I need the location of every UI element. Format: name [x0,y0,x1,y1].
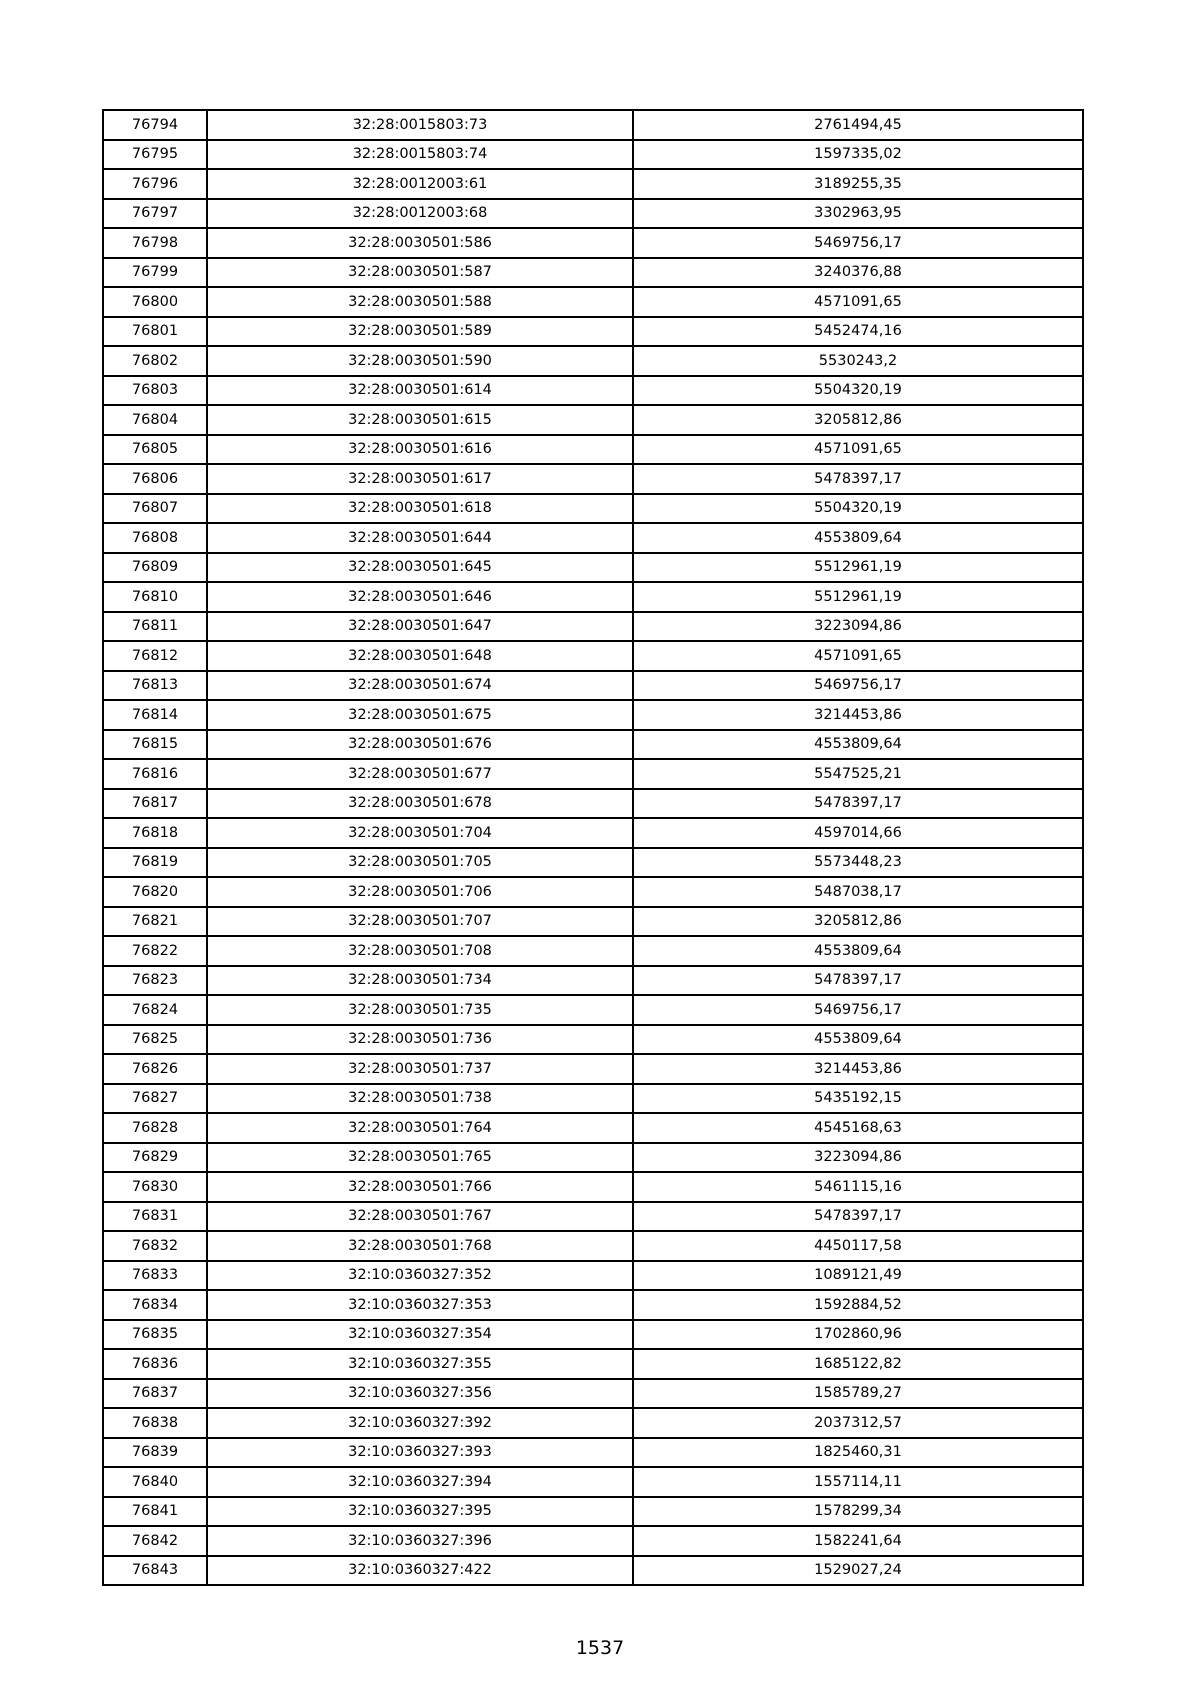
cadastral-number-cell: 32:10:0360327:392 [207,1408,633,1438]
value-cell: 2761494,45 [633,110,1083,140]
cadastral-number-cell: 32:28:0030501:675 [207,700,633,730]
table-row [103,1202,1083,1232]
cadastral-number-cell: 32:28:0030501:647 [207,612,633,642]
cadastral-number-cell: 32:28:0030501:617 [207,464,633,494]
cadastral-number-cell: 32:28:0030501:674 [207,671,633,701]
table-row [103,1408,1083,1438]
row-number-cell: 76814 [103,700,207,730]
value-cell: 3302963,95 [633,199,1083,229]
value-cell: 4553809,64 [633,936,1083,966]
value-cell: 4553809,64 [633,730,1083,760]
value-cell: 4571091,65 [633,641,1083,671]
table-row [103,641,1083,671]
value-cell: 1585789,27 [633,1379,1083,1409]
row-number-cell: 76826 [103,1054,207,1084]
table-row [103,110,1083,140]
table-row [103,1172,1083,1202]
row-number-cell: 76830 [103,1172,207,1202]
value-cell: 5478397,17 [633,966,1083,996]
row-number-cell: 76817 [103,789,207,819]
row-number-cell: 76835 [103,1320,207,1350]
table-row [103,494,1083,524]
row-number-cell: 76795 [103,140,207,170]
row-number-cell: 76822 [103,936,207,966]
cadastral-number-cell: 32:28:0030501:738 [207,1084,633,1114]
cadastral-number-cell: 32:28:0030501:586 [207,228,633,258]
row-number-cell: 76820 [103,877,207,907]
table-row [103,936,1083,966]
row-number-cell: 76799 [103,258,207,288]
value-cell: 5452474,16 [633,317,1083,347]
table-row [103,287,1083,317]
row-number-cell: 76794 [103,110,207,140]
table-row [103,464,1083,494]
table-row [103,1379,1083,1409]
row-number-cell: 76801 [103,317,207,347]
value-cell: 5512961,19 [633,553,1083,583]
cadastral-number-cell: 32:28:0030501:587 [207,258,633,288]
row-number-cell: 76815 [103,730,207,760]
value-cell: 1089121,49 [633,1261,1083,1291]
table-row [103,1231,1083,1261]
value-cell: 4545168,63 [633,1113,1083,1143]
value-cell: 3205812,86 [633,907,1083,937]
table-row [103,523,1083,553]
row-number-cell: 76811 [103,612,207,642]
cadastral-number-cell: 32:10:0360327:354 [207,1320,633,1350]
value-cell: 5530243,2 [633,346,1083,376]
cadastral-number-cell: 32:28:0030501:768 [207,1231,633,1261]
row-number-cell: 76805 [103,435,207,465]
data-table [102,109,1084,1586]
row-number-cell: 76833 [103,1261,207,1291]
cadastral-number-cell: 32:28:0030501:737 [207,1054,633,1084]
value-cell: 2037312,57 [633,1408,1083,1438]
cadastral-number-cell: 32:10:0360327:396 [207,1526,633,1556]
row-number-cell: 76806 [103,464,207,494]
row-number-cell: 76834 [103,1290,207,1320]
row-number-cell: 76819 [103,848,207,878]
table-row [103,730,1083,760]
table-row [103,1556,1083,1586]
cadastral-number-cell: 32:28:0030501:615 [207,405,633,435]
cadastral-number-cell: 32:28:0030501:735 [207,995,633,1025]
table-row [103,258,1083,288]
table-row [103,317,1083,347]
table-row [103,582,1083,612]
page-number: 1537 [575,1637,625,1659]
cadastral-number-cell: 32:28:0015803:73 [207,110,633,140]
row-number-cell: 76825 [103,1025,207,1055]
table-row [103,435,1083,465]
cadastral-number-cell: 32:28:0030501:589 [207,317,633,347]
value-cell: 5478397,17 [633,464,1083,494]
table-row [103,1113,1083,1143]
value-cell: 4597014,66 [633,818,1083,848]
value-cell: 1582241,64 [633,1526,1083,1556]
cadastral-number-cell: 32:28:0030501:736 [207,1025,633,1055]
row-number-cell: 76842 [103,1526,207,1556]
cadastral-number-cell: 32:28:0015803:74 [207,140,633,170]
row-number-cell: 76813 [103,671,207,701]
cadastral-number-cell: 32:10:0360327:352 [207,1261,633,1291]
cadastral-number-cell: 32:28:0030501:677 [207,759,633,789]
value-cell: 3223094,86 [633,612,1083,642]
value-cell: 5478397,17 [633,789,1083,819]
cadastral-number-cell: 32:28:0030501:614 [207,376,633,406]
table-row [103,612,1083,642]
table-row [103,140,1083,170]
table-row [103,1054,1083,1084]
row-number-cell: 76800 [103,287,207,317]
row-number-cell: 76829 [103,1143,207,1173]
row-number-cell: 76809 [103,553,207,583]
table-row [103,1084,1083,1114]
cadastral-number-cell: 32:28:0030501:705 [207,848,633,878]
table-row [103,1261,1083,1291]
value-cell: 4553809,64 [633,523,1083,553]
cadastral-number-cell: 32:28:0030501:616 [207,435,633,465]
value-cell: 5547525,21 [633,759,1083,789]
value-cell: 5504320,19 [633,376,1083,406]
table-row [103,169,1083,199]
value-cell: 4553809,64 [633,1025,1083,1055]
table-row [103,199,1083,229]
row-number-cell: 76798 [103,228,207,258]
row-number-cell: 76803 [103,376,207,406]
value-cell: 3240376,88 [633,258,1083,288]
row-number-cell: 76818 [103,818,207,848]
row-number-cell: 76827 [103,1084,207,1114]
value-cell: 5478397,17 [633,1202,1083,1232]
cadastral-number-cell: 32:28:0030501:767 [207,1202,633,1232]
table-row [103,1290,1083,1320]
value-cell: 5504320,19 [633,494,1083,524]
table-row [103,376,1083,406]
value-cell: 1825460,31 [633,1438,1083,1468]
cadastral-number-cell: 32:28:0030501:764 [207,1113,633,1143]
value-cell: 5461115,16 [633,1172,1083,1202]
value-cell: 1597335,02 [633,140,1083,170]
value-cell: 3205812,86 [633,405,1083,435]
table-row [103,228,1083,258]
cadastral-number-cell: 32:28:0030501:590 [207,346,633,376]
value-cell: 5487038,17 [633,877,1083,907]
table-row [103,700,1083,730]
cadastral-number-cell: 32:10:0360327:394 [207,1467,633,1497]
table-row [103,346,1083,376]
value-cell: 4571091,65 [633,435,1083,465]
table-row [103,1025,1083,1055]
row-number-cell: 76824 [103,995,207,1025]
value-cell: 5512961,19 [633,582,1083,612]
table-row [103,818,1083,848]
cadastral-number-cell: 32:28:0030501:676 [207,730,633,760]
value-cell: 3223094,86 [633,1143,1083,1173]
cadastral-number-cell: 32:28:0030501:644 [207,523,633,553]
cadastral-number-cell: 32:28:0030501:708 [207,936,633,966]
table-row [103,789,1083,819]
cadastral-number-cell: 32:10:0360327:356 [207,1379,633,1409]
table-row [103,1497,1083,1527]
row-number-cell: 76837 [103,1379,207,1409]
row-number-cell: 76821 [103,907,207,937]
table-row [103,848,1083,878]
row-number-cell: 76802 [103,346,207,376]
value-cell: 4571091,65 [633,287,1083,317]
row-number-cell: 76831 [103,1202,207,1232]
row-number-cell: 76796 [103,169,207,199]
row-number-cell: 76823 [103,966,207,996]
table-row [103,877,1083,907]
value-cell: 1557114,11 [633,1467,1083,1497]
row-number-cell: 76810 [103,582,207,612]
cadastral-number-cell: 32:28:0030501:706 [207,877,633,907]
value-cell: 5469756,17 [633,671,1083,701]
cadastral-number-cell: 32:28:0030501:648 [207,641,633,671]
value-cell: 3214453,86 [633,1054,1083,1084]
row-number-cell: 76816 [103,759,207,789]
cadastral-number-cell: 32:10:0360327:353 [207,1290,633,1320]
table-row [103,995,1083,1025]
cadastral-number-cell: 32:28:0030501:618 [207,494,633,524]
cadastral-number-cell: 32:28:0012003:68 [207,199,633,229]
cadastral-number-cell: 32:28:0030501:588 [207,287,633,317]
cadastral-number-cell: 32:28:0012003:61 [207,169,633,199]
value-cell: 1592884,52 [633,1290,1083,1320]
row-number-cell: 76843 [103,1556,207,1586]
row-number-cell: 76828 [103,1113,207,1143]
table-row [103,907,1083,937]
value-cell: 5573448,23 [633,848,1083,878]
table-row [103,671,1083,701]
value-cell: 5435192,15 [633,1084,1083,1114]
table-row [103,1143,1083,1173]
row-number-cell: 76807 [103,494,207,524]
row-number-cell: 76808 [103,523,207,553]
cadastral-number-cell: 32:10:0360327:393 [207,1438,633,1468]
cadastral-number-cell: 32:28:0030501:704 [207,818,633,848]
value-cell: 1685122,82 [633,1349,1083,1379]
row-number-cell: 76839 [103,1438,207,1468]
value-cell: 1578299,34 [633,1497,1083,1527]
value-cell: 5469756,17 [633,228,1083,258]
cadastral-number-cell: 32:28:0030501:707 [207,907,633,937]
table-row [103,1320,1083,1350]
table-row [103,1349,1083,1379]
row-number-cell: 76832 [103,1231,207,1261]
row-number-cell: 76812 [103,641,207,671]
table-row [103,1467,1083,1497]
row-number-cell: 76841 [103,1497,207,1527]
table-row [103,553,1083,583]
cadastral-number-cell: 32:28:0030501:646 [207,582,633,612]
table-row [103,1526,1083,1556]
row-number-cell: 76797 [103,199,207,229]
table-row [103,759,1083,789]
table-body [103,110,1083,1585]
cadastral-number-cell: 32:28:0030501:766 [207,1172,633,1202]
row-number-cell: 76836 [103,1349,207,1379]
cadastral-number-cell: 32:28:0030501:765 [207,1143,633,1173]
cadastral-number-cell: 32:28:0030501:734 [207,966,633,996]
value-cell: 3214453,86 [633,700,1083,730]
table-row [103,966,1083,996]
value-cell: 4450117,58 [633,1231,1083,1261]
value-cell: 3189255,35 [633,169,1083,199]
cadastral-number-cell: 32:28:0030501:678 [207,789,633,819]
row-number-cell: 76838 [103,1408,207,1438]
row-number-cell: 76840 [103,1467,207,1497]
table-row [103,405,1083,435]
row-number-cell: 76804 [103,405,207,435]
value-cell: 1529027,24 [633,1556,1083,1586]
cadastral-number-cell: 32:10:0360327:422 [207,1556,633,1586]
cadastral-number-cell: 32:10:0360327:395 [207,1497,633,1527]
table-row [103,1438,1083,1468]
cadastral-number-cell: 32:10:0360327:355 [207,1349,633,1379]
value-cell: 1702860,96 [633,1320,1083,1350]
cadastral-number-cell: 32:28:0030501:645 [207,553,633,583]
value-cell: 5469756,17 [633,995,1083,1025]
